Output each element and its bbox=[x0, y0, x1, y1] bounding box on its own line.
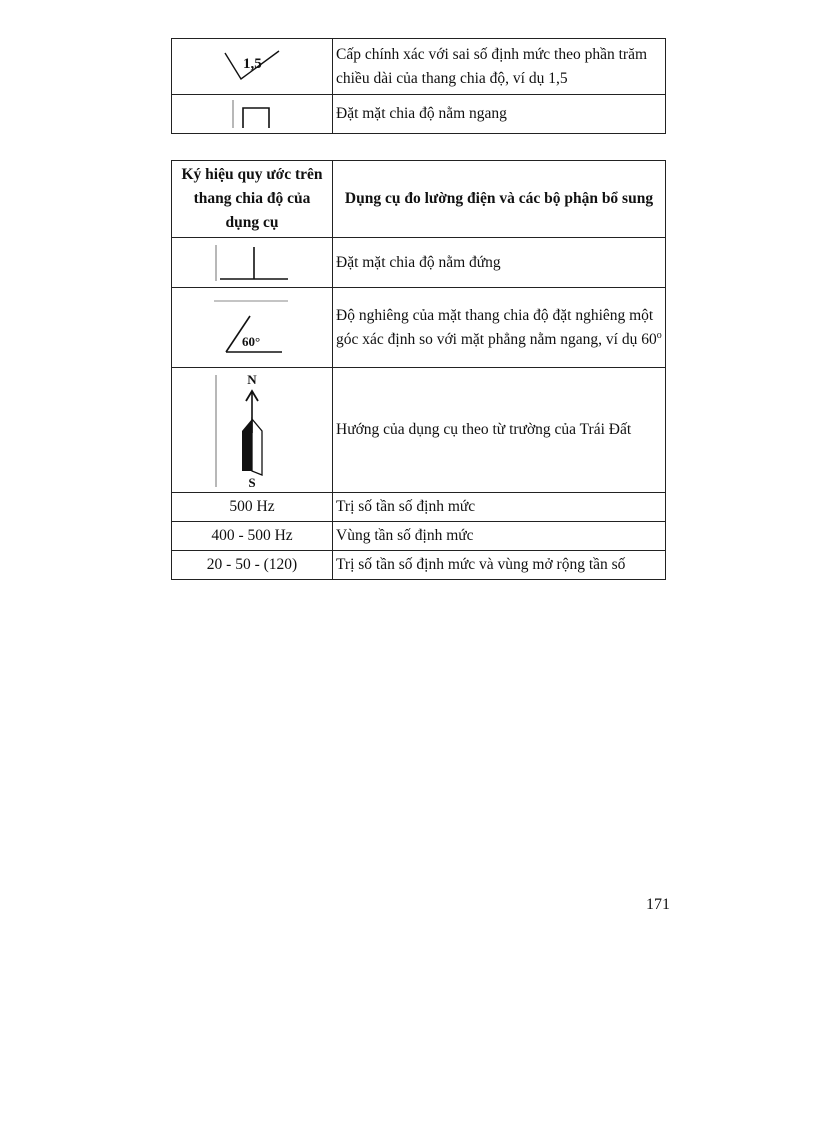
svg-text:1,5: 1,5 bbox=[243, 55, 262, 72]
vertical-position-icon bbox=[212, 241, 292, 285]
row-description: Cấp chính xác với sai số định mức theo phần trăm chiều dài của thang chia độ, ví dụ 1,5 bbox=[333, 39, 666, 95]
horizontal-position-icon bbox=[227, 98, 277, 130]
row-description: Đặt mặt chia độ nằm đứng bbox=[333, 238, 666, 288]
table-row bbox=[172, 238, 666, 288]
row-description: Đặt mặt chia độ nằm ngang bbox=[333, 95, 666, 134]
page-number: 171 bbox=[646, 896, 670, 913]
frequency-range-symbol: 400 - 500 Hz bbox=[172, 522, 333, 551]
tilted-scale-symbol bbox=[172, 288, 333, 368]
table-header-row bbox=[172, 161, 666, 238]
header-description-column: Dụng cụ đo lường điện và các bộ phận bổ sung bbox=[333, 161, 666, 238]
horizontal-scale-symbol bbox=[172, 95, 333, 134]
row-description: Trị số tần số định mức và vùng mở rộng tần số bbox=[333, 551, 666, 580]
svg-text:60°: 60° bbox=[242, 333, 261, 349]
symbol-convention-table bbox=[171, 160, 666, 580]
row-description: Vùng tần số định mức bbox=[333, 522, 666, 551]
table-row bbox=[172, 368, 666, 493]
row-description: Độ nghiêng của mặt thang chia độ đặt nghiêng một góc xác định so với mặt phẳng nằm ngang, ví dụ 60$^o$ bbox=[333, 288, 666, 368]
header-symbol-column: Ký hiệu quy ước trên thang chia độ của dụng cụ bbox=[172, 161, 333, 238]
table-row bbox=[172, 39, 666, 95]
svg-text:N: N bbox=[247, 372, 257, 387]
vertical-scale-symbol bbox=[172, 238, 333, 288]
accuracy-symbols-table bbox=[171, 38, 666, 134]
table-row bbox=[172, 95, 666, 134]
inclination-angle-icon bbox=[212, 296, 292, 360]
compass-needle-icon bbox=[212, 371, 292, 489]
rated-frequency-symbol: 500 Hz bbox=[172, 493, 333, 522]
svg-text:S: S bbox=[248, 475, 256, 489]
table-row bbox=[172, 288, 666, 368]
extended-frequency-symbol: 20 - 50 - (120) bbox=[172, 551, 333, 580]
accuracy-class-icon bbox=[217, 47, 287, 87]
magnetic-orientation-symbol bbox=[172, 368, 333, 493]
table-row bbox=[172, 522, 666, 551]
row-description: Hướng của dụng cụ theo từ trường của Trái Đất bbox=[333, 368, 666, 493]
table-row bbox=[172, 493, 666, 522]
table-row bbox=[172, 551, 666, 580]
row-description: Trị số tần số định mức bbox=[333, 493, 666, 522]
accuracy-class-symbol bbox=[172, 39, 333, 95]
